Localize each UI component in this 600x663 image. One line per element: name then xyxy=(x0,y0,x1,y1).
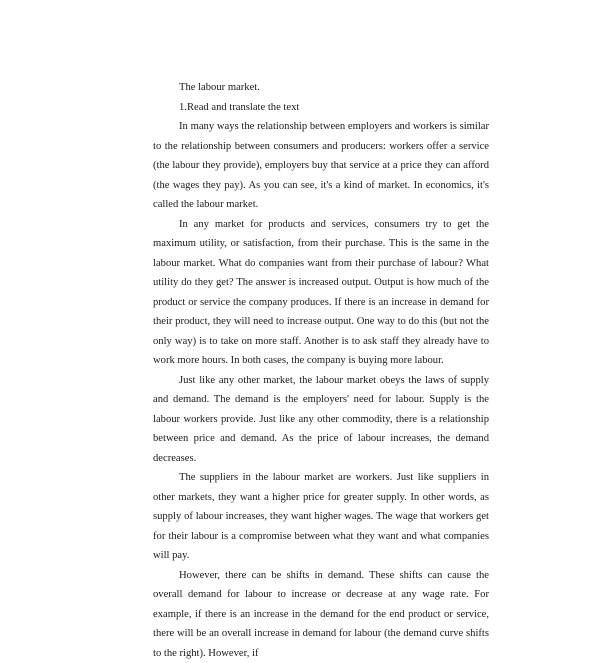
paragraph-4: The suppliers in the labour market are workers. Just like suppliers in other markets, they want a higher price for greater supply. In other words, as supply of labour increases, they want higher wages. The wage that workers get for their labour is a compromise between what they want and what companies will pay. xyxy=(153,468,489,566)
paragraph-5: However, there can be shifts in demand. These shifts can cause the overall demand for labour to increase or decrease at any wage rate. For example, if there is an increase in the demand for the end product or service, there will be an overall increase in demand for labour (the demand curve shifts to the right). However, if xyxy=(153,566,489,663)
paragraph-2: In any market for products and services, consumers try to get the maximum utility, or satisfaction, from their purchase. This is the same in the labour market. What do companies want from their purchase of labour? What utility do they get? The answer is increased output. Output is how much of the product or service the company produces. If there is an increase in demand for their product, they will need to increase output. One way to do this (but not the only way) is to take on more staff. Another is to ask staff they already have to work more hours. In both cases, the company is buying more labour. xyxy=(153,215,489,371)
task-instruction: 1.Read and translate the text xyxy=(153,98,489,118)
document-text xyxy=(153,78,489,663)
paragraph-3: Just like any other market, the labour market obeys the laws of supply and demand. The demand is the employers' need for labour. Supply is the labour workers provide. Just like any other commodity, there is a relationship between price and demand. As the price of labour increases, the demand decreases. xyxy=(153,371,489,469)
paragraph-1: In many ways the relationship between employers and workers is similar to the relationship between consumers and producers: workers offer a service (the labour they provide), employers buy that service at a price they can afford (the wages they pay). As you can see, it's a kind of market. In economics, it's called the labour market. xyxy=(153,117,489,215)
document-title: The labour market. xyxy=(153,78,489,98)
